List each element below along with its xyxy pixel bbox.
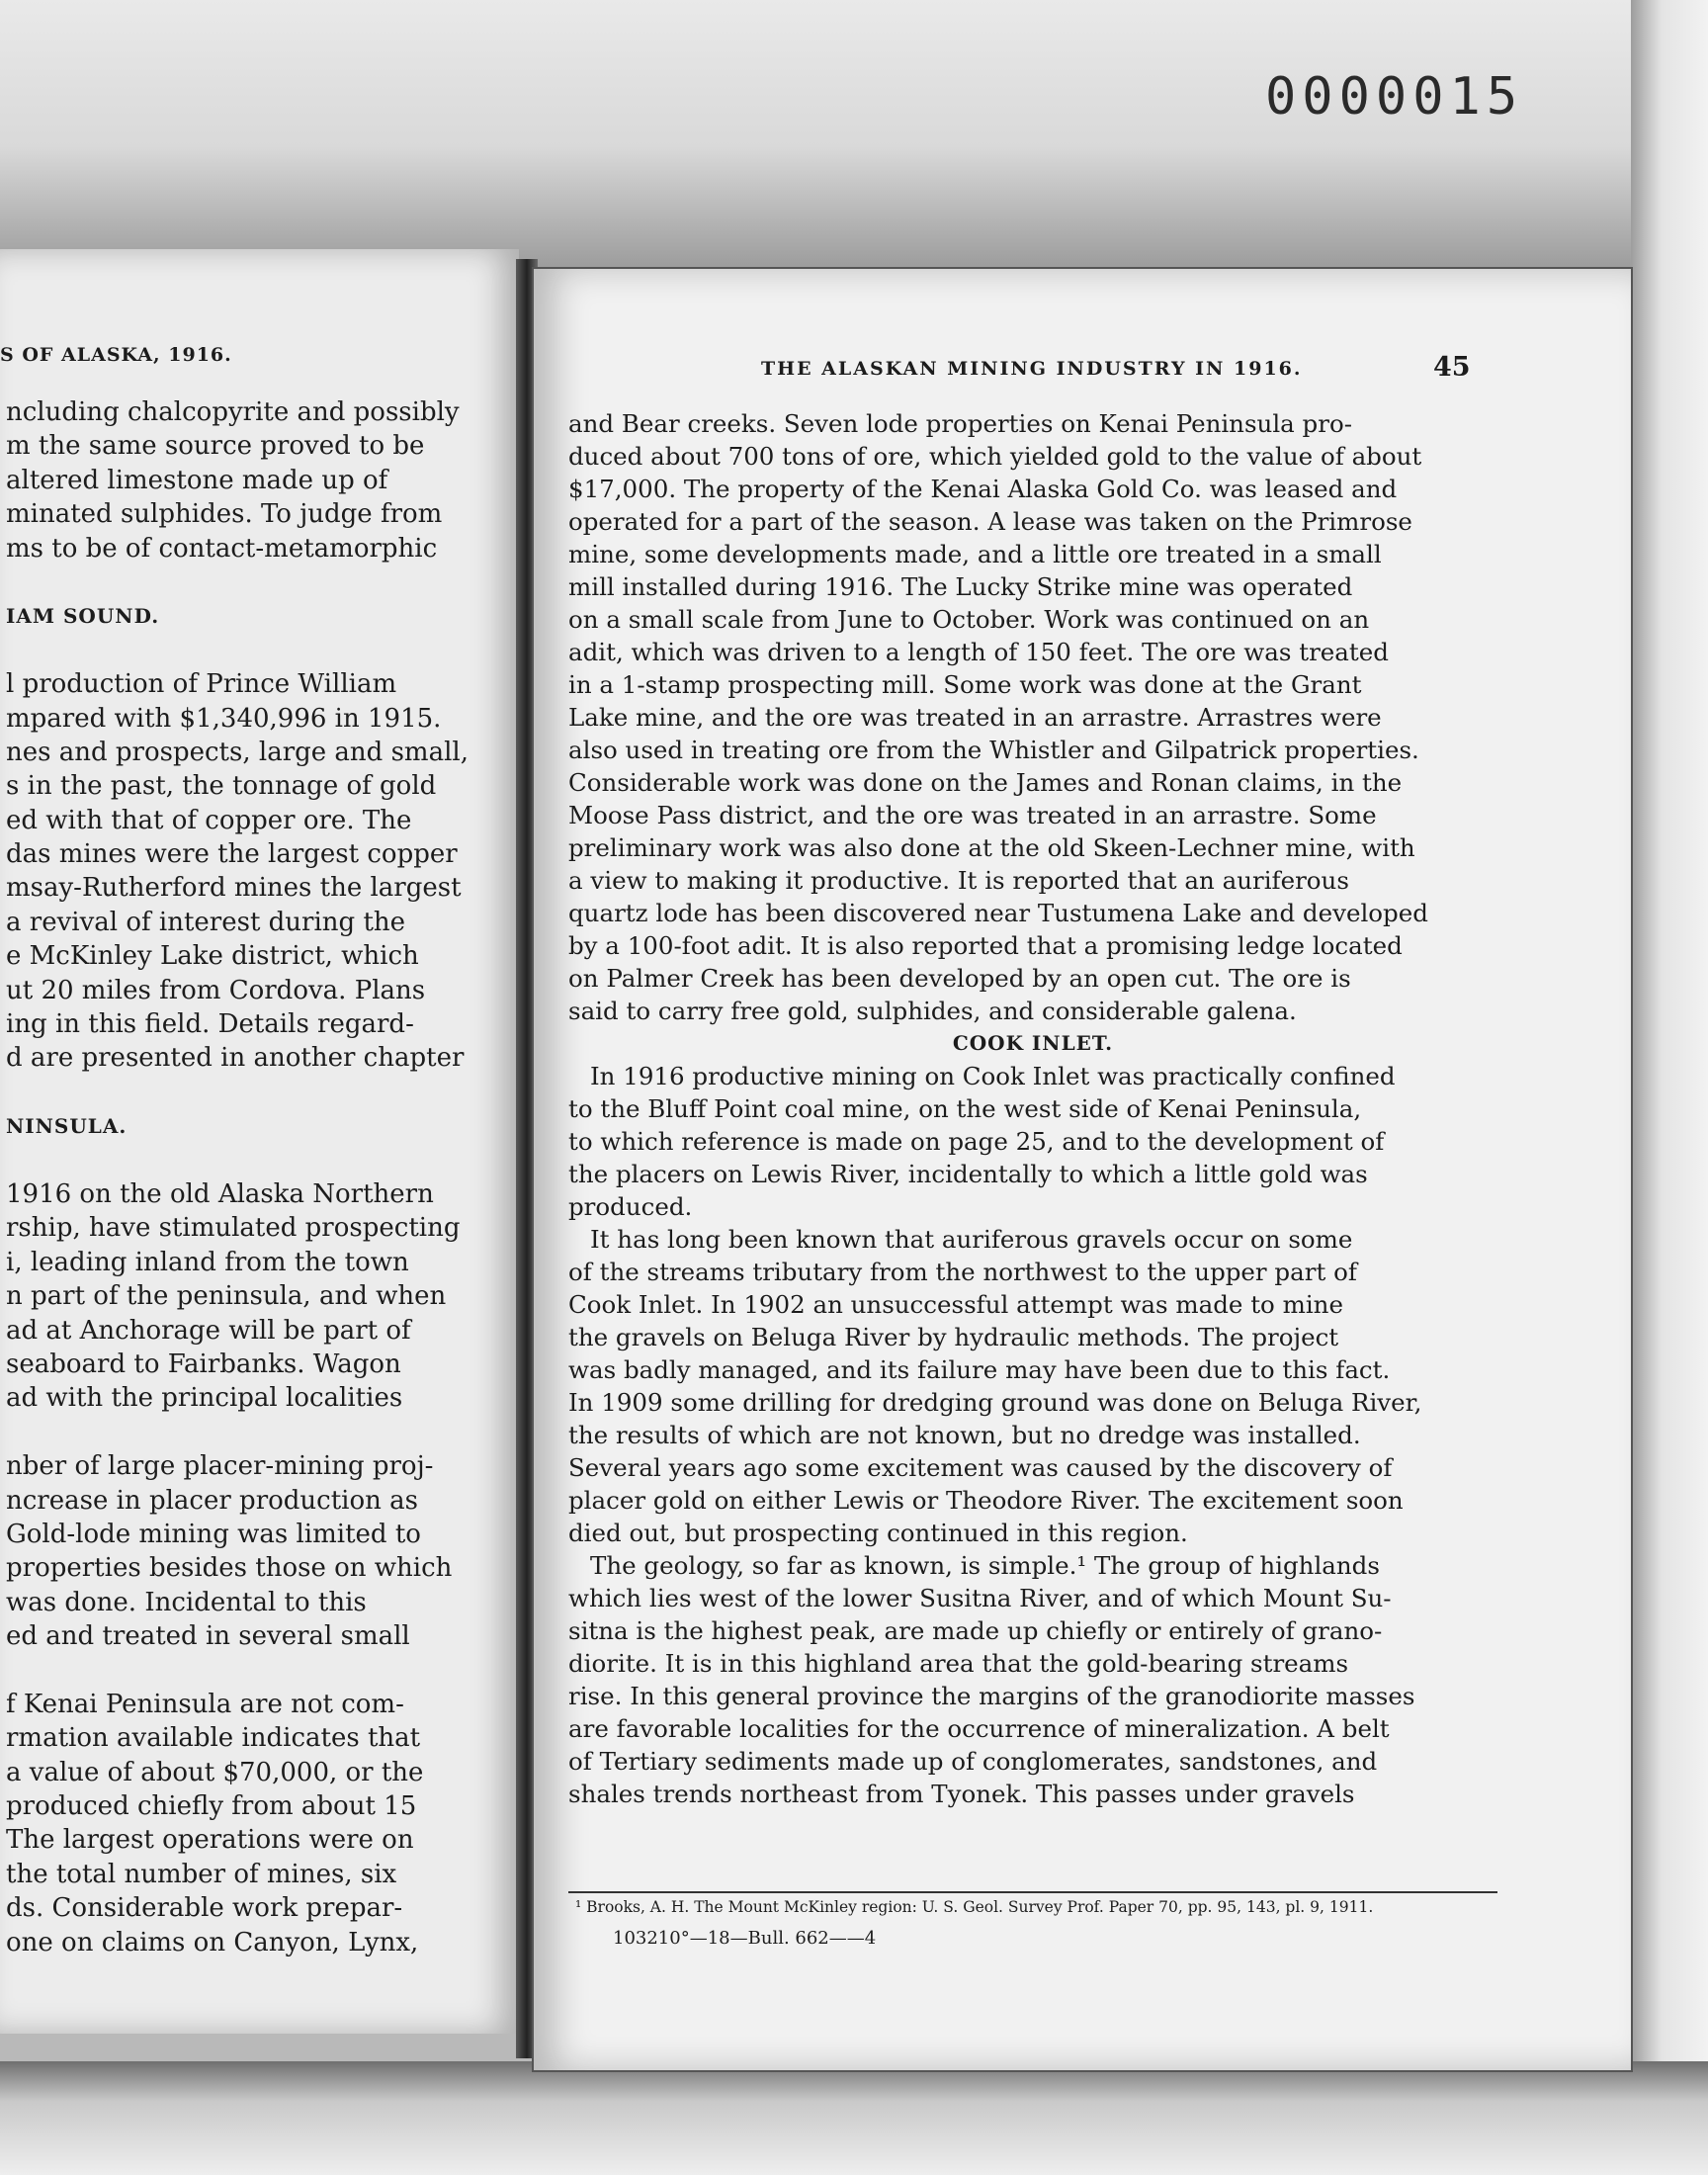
text-line: ms to be of contact-metamorphic	[6, 533, 438, 564]
text-line: produced.	[568, 1192, 693, 1221]
text-line: quartz lode has been discovered near Tustumena Lake and developed	[568, 899, 1428, 927]
page-number: 45	[1433, 352, 1471, 383]
text-line: by a 100-foot adit. It is also reported that a promising ledge located	[568, 931, 1403, 960]
text-line	[6, 1653, 510, 1687]
footnote: ¹ Brooks, A. H. The Mount McKinley region: U. S. Geol. Survey Prof. Paper 70, pp. 95, 143, pl. 9, 1911.	[575, 1898, 1374, 1916]
text-line: altered limestone made up of	[6, 465, 388, 495]
text-line: a value of about $70,000, or the	[6, 1757, 424, 1787]
text-line: The geology, so far as known, is simple.¹ The group of highlands	[590, 1551, 1380, 1580]
right-page-running-header: THE ALASKAN MINING INDUSTRY IN 1916.	[761, 358, 1303, 380]
text-line: Moose Pass district, and the ore was treated in an arrastre. Some	[568, 801, 1377, 829]
text-line: Cook Inlet. In 1902 an unsuccessful attempt was made to mine	[568, 1290, 1343, 1319]
text-line: which lies west of the lower Susitna River, and of which Mount Su-	[568, 1584, 1392, 1612]
text-line: of the streams tributary from the northwest to the upper part of	[568, 1258, 1357, 1286]
text-line: In 1909 some drilling for dredging ground was done on Beluga River,	[568, 1388, 1422, 1417]
text-line: It has long been known that auriferous gravels occur on some	[590, 1225, 1353, 1254]
text-line: of Tertiary sediments made up of conglomerates, sandstones, and	[568, 1747, 1378, 1776]
text-line: was badly managed, and its failure may have been due to this fact.	[568, 1355, 1391, 1384]
text-line: ncluding chalcopyrite and possibly	[6, 397, 460, 427]
text-line: sitna is the highest peak, are made up chiefly or entirely of grano-	[568, 1616, 1383, 1645]
left-page-running-header: S OF ALASKA, 1916.	[0, 344, 232, 366]
text-line: ed and treated in several small	[6, 1621, 410, 1652]
text-line: msay-Rutherford mines the largest	[6, 873, 462, 904]
text-line: Considerable work was done on the James and Ronan claims, in the	[568, 768, 1403, 797]
text-line: 1916 on the old Alaska Northern	[6, 1178, 434, 1209]
left-page-text-block	[6, 395, 510, 1959]
text-line: duced about 700 tons of ore, which yielded gold to the value of about	[568, 442, 1422, 471]
text-line: properties besides those on which	[6, 1553, 453, 1584]
text-line: ad at Anchorage will be part of	[6, 1315, 411, 1346]
text-line: l production of Prince William	[6, 669, 397, 700]
text-line: das mines were the largest copper	[6, 839, 458, 870]
text-line: Several years ago some excitement was caused by the discovery of	[568, 1453, 1393, 1482]
text-line	[6, 1416, 510, 1449]
text-line: ncrease in placer production as	[6, 1485, 418, 1516]
text-line: rmation available indicates that	[6, 1723, 421, 1754]
text-line: seaboard to Fairbanks. Wagon	[6, 1348, 401, 1379]
text-line: died out, but prospecting continued in this region.	[568, 1519, 1188, 1547]
text-line: was done. Incidental to this	[6, 1587, 367, 1617]
text-line: mine, some developments made, and a little ore treated in a small	[568, 540, 1382, 568]
section-heading: IAM SOUND.	[6, 604, 160, 629]
text-line: also used in treating ore from the Whistler and Gilpatrick properties.	[568, 736, 1419, 764]
text-line: on a small scale from June to October. Work was continued on an	[568, 605, 1370, 634]
text-line: a revival of interest during the	[6, 907, 406, 937]
text-line: Lake mine, and the ore was treated in an arrastre. Arrastres were	[568, 703, 1382, 732]
text-line: m the same source proved to be	[6, 431, 425, 462]
text-line: ad with the principal localities	[6, 1383, 403, 1414]
text-line: shales trends northeast from Tyonek. This passes under gravels	[568, 1780, 1355, 1808]
right-page-text-block	[568, 407, 1497, 1810]
text-line: s in the past, the tonnage of gold	[6, 771, 437, 802]
text-line: adit, which was driven to a length of 150 feet. The ore was treated	[568, 638, 1389, 666]
text-line: Gold-lode mining was limited to	[6, 1519, 421, 1549]
text-line: mill installed during 1916. The Lucky Strike mine was operated	[568, 572, 1353, 601]
text-line: preliminary work was also done at the old Skeen-Lechner mine, with	[568, 833, 1415, 862]
text-line: to the Bluff Point coal mine, on the west side of Kenai Peninsula,	[568, 1094, 1362, 1123]
scan-background-bottom	[0, 2061, 1708, 2175]
text-line: to which reference is made on page 25, and to the development of	[568, 1127, 1385, 1156]
text-line: ds. Considerable work prepar-	[6, 1893, 403, 1924]
text-line	[6, 1076, 510, 1109]
text-line: nber of large placer-mining proj-	[6, 1451, 434, 1482]
document-stamp-number: 0000015	[1265, 67, 1524, 127]
text-line: placer gold on either Lewis or Theodore River. The excitement soon	[568, 1486, 1404, 1515]
text-line: are favorable localities for the occurrence of mineralization. A belt	[568, 1714, 1390, 1743]
text-line: $17,000. The property of the Kenai Alaska Gold Co. was leased and	[568, 475, 1398, 503]
text-line: n part of the peninsula, and when	[6, 1281, 447, 1312]
text-line: The largest operations were on	[6, 1825, 414, 1856]
text-line: operated for a part of the season. A lease was taken on the Primrose	[568, 507, 1412, 536]
text-line: said to carry free gold, sulphides, and considerable galena.	[568, 997, 1297, 1025]
text-line: ed with that of copper ore. The	[6, 805, 412, 835]
text-line: the gravels on Beluga River by hydraulic methods. The project	[568, 1323, 1339, 1351]
text-line: one on claims on Canyon, Lynx,	[6, 1927, 419, 1958]
text-line: produced chiefly from about 15	[6, 1791, 417, 1822]
text-line: minated sulphides. To judge from	[6, 499, 443, 530]
text-line: nes and prospects, large and small,	[6, 737, 469, 767]
text-line: the total number of mines, six	[6, 1859, 397, 1889]
text-line: In 1916 productive mining on Cook Inlet was practically confined	[590, 1062, 1396, 1090]
text-line: and Bear creeks. Seven lode properties on Kenai Peninsula pro-	[568, 409, 1352, 438]
text-line: d are presented in another chapter	[6, 1043, 465, 1074]
scan-background-top	[0, 0, 1708, 267]
text-line: in a 1-stamp prospecting mill. Some work was done at the Grant	[568, 670, 1362, 699]
printer-signature-mark: 103210°—18—Bull. 662——4	[613, 1928, 877, 1949]
text-line: i, leading inland from the town	[6, 1247, 409, 1277]
text-line: rship, have stimulated prospecting	[6, 1213, 461, 1244]
right-page	[534, 269, 1631, 2070]
text-line: the results of which are not known, but no dredge was installed.	[568, 1421, 1361, 1449]
text-line: the placers on Lewis River, incidentally to which a little gold was	[568, 1160, 1368, 1188]
text-line	[6, 1144, 510, 1177]
section-heading: NINSULA.	[6, 1114, 128, 1139]
text-line: f Kenai Peninsula are not com-	[6, 1689, 404, 1719]
text-line: ing in this field. Details regard-	[6, 1009, 414, 1040]
text-line: on Palmer Creek has been developed by an open cut. The ore is	[568, 964, 1351, 993]
text-line: diorite. It is in this highland area that the gold-bearing streams	[568, 1649, 1349, 1678]
section-heading: COOK INLET.	[952, 1031, 1114, 1055]
footnote-rule	[568, 1891, 1497, 1893]
text-line: rise. In this general province the margins of the granodiorite masses	[568, 1682, 1415, 1710]
text-line	[6, 566, 510, 599]
text-line: e McKinley Lake district, which	[6, 941, 419, 972]
scan-background-right	[1631, 0, 1708, 2175]
text-line: a view to making it productive. It is reported that an auriferous	[568, 866, 1349, 895]
text-line: ut 20 miles from Cordova. Plans	[6, 975, 426, 1005]
left-page	[0, 249, 519, 2034]
text-line: mpared with $1,340,996 in 1915.	[6, 703, 442, 734]
text-line	[6, 634, 510, 667]
